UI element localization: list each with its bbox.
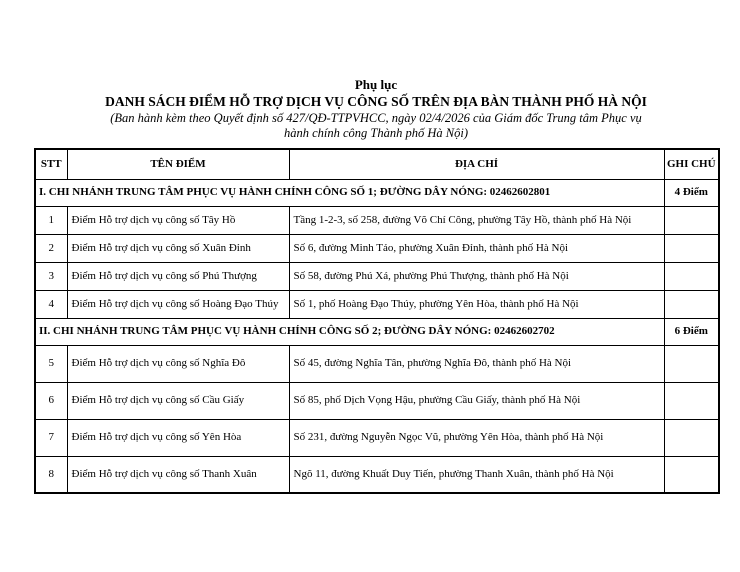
row-number-cell: 1 [35,206,67,234]
row-number-cell: 2 [35,234,67,262]
point-name-cell: Điểm Hỗ trợ dịch vụ công số Phú Thượng [67,262,289,290]
row-number-cell: 6 [35,382,67,419]
point-name-cell: Điểm Hỗ trợ dịch vụ công số Tây Hồ [67,206,289,234]
row-number-cell: 7 [35,419,67,456]
address-cell: Số 58, đường Phú Xá, phường Phú Thượng, thành phố Hà Nội [289,262,664,290]
address-cell: Số 45, đường Nghĩa Tân, phường Nghĩa Đô, thành phố Hà Nội [289,345,664,382]
row-number-cell: 3 [35,262,67,290]
table-row [35,345,719,382]
address-cell: Số 85, phố Dịch Vọng Hậu, phường Cầu Giấy, thành phố Hà Nội [289,382,664,419]
note-cell [664,262,719,290]
document-title: DANH SÁCH ĐIỂM HỖ TRỢ DỊCH VỤ CÔNG SỐ TRÊN ĐỊA BÀN THÀNH PHỐ HÀ NỘI [105,94,647,109]
row-number-cell: 5 [35,345,67,382]
table-row [35,419,719,456]
column-header-address: ĐỊA CHỈ [289,149,664,179]
address-cell: Số 6, đường Minh Tảo, phường Xuân Đỉnh, thành phố Hà Nội [289,234,664,262]
row-number-cell: 8 [35,456,67,493]
column-header-note: GHI CHÚ [664,149,719,179]
point-name-cell: Điểm Hỗ trợ dịch vụ công số Thanh Xuân [67,456,289,493]
section-label: I. CHI NHÁNH TRUNG TÂM PHỤC VỤ HÀNH CHÍNH CÔNG SỐ 1; ĐƯỜNG DÂY NÓNG: 02462602801 [35,179,664,206]
point-name-cell: Điểm Hỗ trợ dịch vụ công số Nghĩa Đô [67,345,289,382]
section-header-row [35,179,719,206]
note-cell [664,419,719,456]
point-name-cell: Điểm Hỗ trợ dịch vụ công số Yên Hòa [67,419,289,456]
section-count-badge: 4 Điểm [664,179,719,206]
section-count-badge: 6 Điểm [664,318,719,345]
note-cell [664,206,719,234]
address-cell: Số 1, phố Hoàng Đạo Thúy, phường Yên Hòa, thành phố Hà Nội [289,290,664,318]
table-row [35,290,719,318]
column-header-stt: STT [35,149,67,179]
point-name-cell: Điểm Hỗ trợ dịch vụ công số Xuân Đỉnh [67,234,289,262]
point-name-cell: Điểm Hỗ trợ dịch vụ công số Cầu Giấy [67,382,289,419]
note-cell [664,456,719,493]
service-points-table [34,148,720,494]
table-header-row [35,149,719,179]
document-subtitle: (Ban hành kèm theo Quyết định số 427/QĐ-TTPVHCC, ngày 02/4/2026 của Giám đốc Trung tâm Phục vụ hành chính công Thành phố Hà Nội) [110,111,642,140]
note-cell [664,234,719,262]
address-cell: Tầng 1-2-3, số 258, đường Võ Chí Công, phường Tây Hồ, thành phố Hà Nội [289,206,664,234]
table-row [35,262,719,290]
note-cell [664,290,719,318]
document-header [34,0,718,141]
table-row [35,234,719,262]
section-label: II. CHI NHÁNH TRUNG TÂM PHỤC VỤ HÀNH CHÍNH CÔNG SỐ 2; ĐƯỜNG DÂY NÓNG: 02462602702 [35,318,664,345]
table-row [35,206,719,234]
table-row [35,456,719,493]
appendix-label: Phụ lục [354,77,398,92]
point-name-cell: Điểm Hỗ trợ dịch vụ công số Hoàng Đạo Thúy [67,290,289,318]
address-cell: Ngõ 11, đường Khuất Duy Tiến, phường Thanh Xuân, thành phố Hà Nội [289,456,664,493]
note-cell [664,345,719,382]
note-cell [664,382,719,419]
address-cell: Số 231, đường Nguyễn Ngọc Vũ, phường Yên Hòa, thành phố Hà Nội [289,419,664,456]
column-header-name: TÊN ĐIỂM [67,149,289,179]
table-row [35,382,719,419]
row-number-cell: 4 [35,290,67,318]
section-header-row [35,318,719,345]
